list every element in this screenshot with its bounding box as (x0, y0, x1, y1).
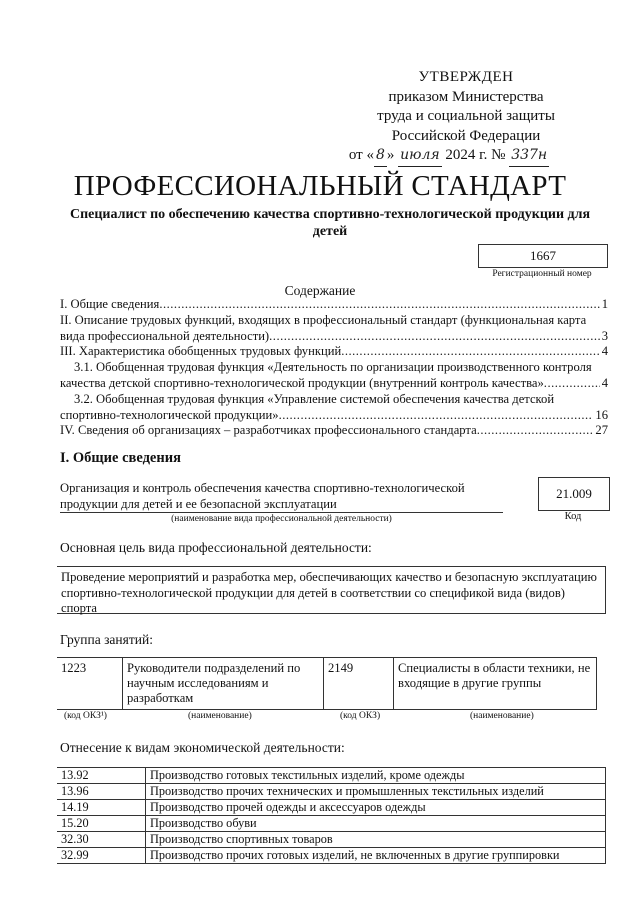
approval-line: приказом Министерства (388, 88, 544, 105)
toc-leader (279, 408, 594, 424)
okved-code: 13.96 (57, 784, 146, 800)
activity-code-caption: Код (564, 511, 582, 522)
toc-item[interactable] (60, 344, 608, 360)
toc-leader (269, 329, 600, 345)
date-prefix: от « (348, 147, 374, 163)
toc-item[interactable] (60, 392, 608, 424)
toc-page: 1 (601, 297, 608, 311)
caption-okz-code: (код ОКЗ) (340, 711, 381, 721)
okz-name-cell: Руководители подразделений по научным исследованиям и разработкам (123, 658, 324, 710)
approval-block (348, 68, 566, 167)
table-row (57, 800, 606, 816)
okved-name: Производство спортивных товаров (146, 832, 606, 848)
year-number-label: 2024 г. № (445, 147, 506, 163)
toc-item[interactable] (60, 360, 608, 392)
toc-page: 4 (601, 344, 608, 359)
toc-item-text: III. Характеристика обобщенных трудовых функций (60, 344, 342, 359)
document-title: ПРОФЕССИОНАЛЬНЫЙ СТАНДАРТ (73, 170, 567, 202)
table-row (57, 784, 606, 800)
toc-page: 27 (595, 423, 608, 438)
approval-line: Российской Федерации (391, 127, 541, 144)
activity-kind-caption: (наименование вида профессиональной деятельности) (171, 514, 392, 524)
toc-item-text: спортивно-технологической продукции» (60, 407, 279, 422)
toc-item-text: 3.1. Обобщенная трудовая функция «Деятельность по организации производственного контроля (74, 360, 592, 375)
occupation-table (57, 657, 597, 710)
toc-item-text: IV. Сведения об организациях – разработчиках профессионального стандарта (60, 423, 477, 438)
okved-code: 15.20 (57, 816, 146, 832)
toc-leader (341, 344, 600, 360)
toc-page: 4 (601, 375, 608, 390)
toc-leader (477, 423, 594, 439)
table-row (57, 848, 606, 864)
toc-item-text: 3.2. Обобщенная трудовая функция «Управление системой обеспечения качества детской (74, 391, 555, 406)
approval-heading: УТВЕРЖДЕН (418, 69, 514, 85)
okz-code-cell: 2149 (324, 658, 394, 710)
toc-item[interactable] (60, 297, 608, 313)
activity-kind-underline (60, 512, 503, 513)
okved-name: Производство прочих технических и промышленных текстильных изделий (146, 784, 606, 800)
toc-leader (544, 376, 600, 392)
table-row (57, 832, 606, 848)
toc-item-text: II. Описание трудовых функций, входящих в профессиональный стандарт (функциональная карта (60, 312, 587, 327)
okz-name-cell: Специалисты в области техники, не входящие в другие группы (394, 658, 597, 710)
caption-okz-name: (наименование) (188, 711, 252, 721)
occupation-group-label: Группа занятий: (60, 632, 153, 647)
toc-page: 16 (595, 407, 608, 422)
okved-name: Производство прочей одежды и аксессуаров одежды (146, 800, 606, 816)
toc-item-text: вида профессиональной деятельности) (60, 328, 270, 343)
toc-item[interactable] (60, 313, 608, 345)
toc-title: Содержание (284, 283, 356, 298)
okved-code: 32.99 (57, 848, 146, 864)
handwritten-order-number: 337н (509, 146, 549, 167)
okved-name: Производство обуви (146, 816, 606, 832)
okved-code: 13.92 (57, 768, 146, 784)
caption-okz-code: (код ОКЗ¹) (64, 711, 107, 721)
table-row (57, 658, 597, 710)
toc-leader (159, 297, 599, 313)
okved-table (57, 767, 606, 864)
table-row (57, 768, 606, 784)
registration-caption: Регистрационный номер (492, 269, 592, 279)
registration-number-box: 1667 (478, 244, 608, 268)
okved-name: Производство готовых текстильных изделий, кроме одежды (146, 768, 606, 784)
handwritten-day: 8 (374, 146, 387, 167)
toc-item-text: I. Общие сведения (60, 297, 160, 311)
caption-okz-name: (наименование) (470, 711, 534, 721)
okved-code: 32.30 (57, 832, 146, 848)
handwritten-month: июля (398, 146, 442, 167)
table-of-contents (60, 297, 608, 439)
okved-name: Производство прочих готовых изделий, не включенных в другие группировки (146, 848, 606, 864)
order-date-line (332, 146, 566, 167)
goal-label: Основная цель вида профессиональной деятельности: (60, 540, 372, 555)
section-heading: I. Общие сведения (60, 450, 181, 466)
toc-item[interactable] (60, 423, 608, 439)
okz-code-cell: 1223 (57, 658, 123, 710)
activity-code-box: 21.009 (538, 477, 610, 511)
date-mid: » (386, 147, 395, 163)
okved-code: 14.19 (57, 800, 146, 816)
toc-item-text: качества детской спортивно-технологической продукции (внутренний контроль качества» (60, 375, 544, 390)
approval-line: труда и социальной защиты (377, 108, 555, 124)
activity-kind-name: Организация и контроль обеспечения качества спортивно-технологической продукции для детей и ее безопасной эксплуатации (60, 481, 465, 511)
document-subtitle: Специалист по обеспечению качества спортивно-технологической продукции для детей (69, 207, 591, 239)
toc-page: 3 (601, 328, 608, 343)
table-row (57, 816, 606, 832)
okved-label: Отнесение к видам экономической деятельности: (60, 740, 345, 755)
goal-text-box: Проведение мероприятий и разработка мер, обеспечивающих качество и безопасную эксплуатацию спортивно-технологической продукции для детей в соответствии со спецификой вида (видов) спорта (57, 566, 606, 614)
